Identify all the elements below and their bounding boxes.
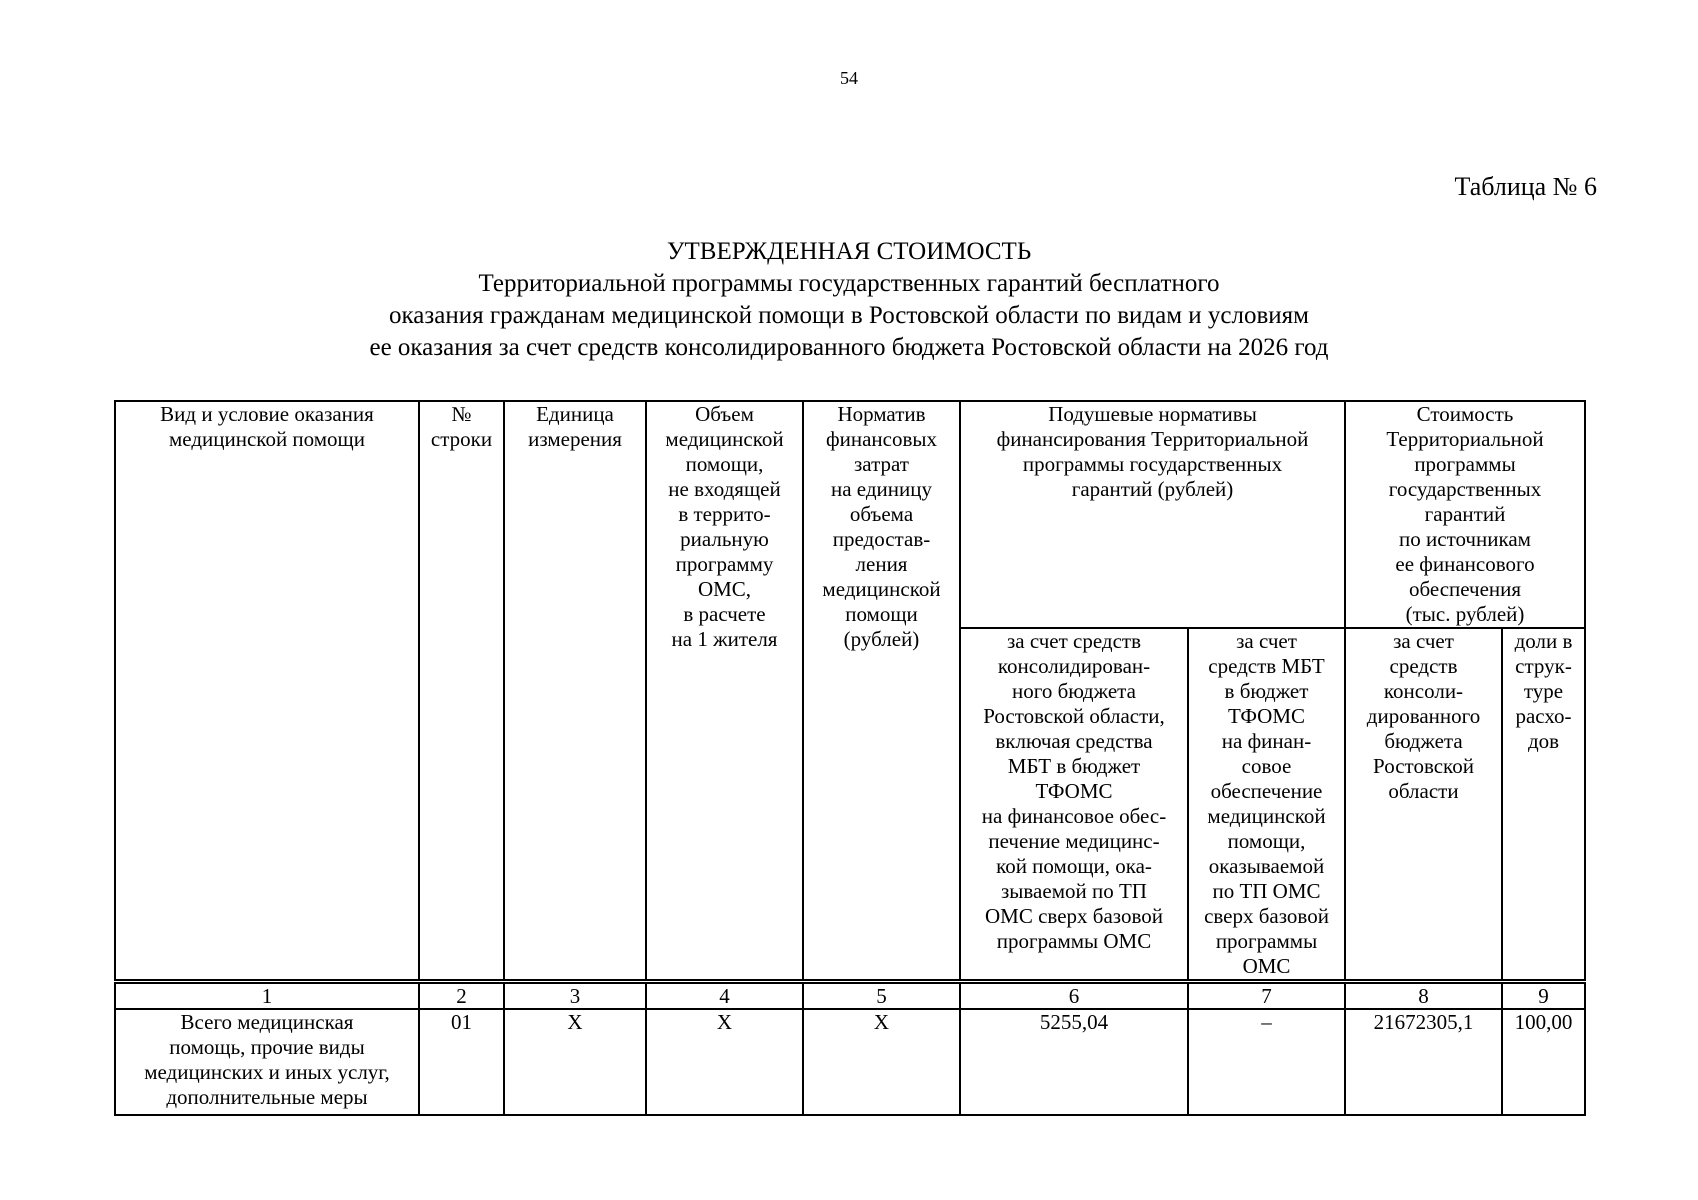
- row-unit-cell: Х: [504, 1009, 646, 1115]
- row-norm-cell: Х: [803, 1009, 960, 1115]
- header-share: доли в струк- туре расхо- дов: [1502, 628, 1585, 982]
- title-line-4: ее оказания за счет средств консолидированного бюджета Ростовской области на 2026 год: [369, 334, 1329, 361]
- column-number: 8: [1345, 982, 1502, 1010]
- column-number: 7: [1188, 982, 1345, 1010]
- header-norm-costs: Норматив финансовых затрат на единицу объема предостав- ления медицинской помощи (рублей): [803, 401, 960, 982]
- header-row-number: № строки: [419, 401, 504, 982]
- column-number: 5: [803, 982, 960, 1010]
- row-cost-cell: 21672305,1: [1345, 1009, 1502, 1115]
- table-row: [115, 1009, 1585, 1115]
- column-number: 9: [1502, 982, 1585, 1010]
- cost-table: [114, 400, 1586, 1116]
- title-line-1: УТВЕРЖДЕННАЯ СТОИМОСТЬ: [666, 238, 1032, 265]
- header-kind-condition: Вид и условие оказания медицинской помощи: [115, 401, 419, 982]
- column-number: 1: [115, 982, 419, 1010]
- title-line-3: оказания гражданам медицинской помощи в Ростовской области по видам и условиям: [389, 302, 1309, 329]
- header-consolidated-cost: за счет средств консоли- дированного бюджета Ростовской области: [1345, 628, 1502, 982]
- document-title: [0, 236, 1698, 364]
- header-unit: Единица измерения: [504, 401, 646, 982]
- row-number-cell: 01: [419, 1009, 504, 1115]
- header-per-capita-norms: Подушевые нормативы финансирования Территориальной программы государственных гарантий (рублей): [960, 401, 1345, 628]
- header-program-cost: Стоимость Территориальной программы государственных гарантий по источникам ее финансового обеспечения (тыс. рублей): [1345, 401, 1585, 628]
- row-share-cell: 100,00: [1502, 1009, 1585, 1115]
- header-volume: Объем медицинской помощи, не входящей в террито- риальную программу ОМС, в расчете на 1 жителя: [646, 401, 803, 982]
- row-consolidated-cell: 5255,04: [960, 1009, 1188, 1115]
- row-volume-cell: Х: [646, 1009, 803, 1115]
- row-mbt-cell: –: [1188, 1009, 1345, 1115]
- column-number: 6: [960, 982, 1188, 1010]
- header-consolidated-budget: за счет средств консолидирован- ного бюджета Ростовской области, включая средства МБТ в бюджет ТФОМС на финансовое обес- печение медицинс- кой помощи, ока- зываемой по ТП ОМС сверх базовой программы ОМС: [960, 628, 1188, 982]
- title-line-2: Территориальной программы государственных гарантий бесплатного: [478, 270, 1220, 297]
- page-number: 54: [840, 68, 858, 88]
- row-name-cell: Всего медицинская помощь, прочие виды медицинских и иных услуг, дополнительные меры: [115, 1009, 419, 1115]
- table-label: Таблица № 6: [1454, 172, 1597, 201]
- table-header-row: [115, 401, 1585, 628]
- column-number: 2: [419, 982, 504, 1010]
- column-number: 3: [504, 982, 646, 1010]
- header-mbt-tfoms: за счет средств МБТ в бюджет ТФОМС на финан- совое обеспечение медицинской помощи, оказываемой по ТП ОМС сверх базовой программы ОМС: [1188, 628, 1345, 982]
- column-number-row: [115, 982, 1585, 1010]
- column-number: 4: [646, 982, 803, 1010]
